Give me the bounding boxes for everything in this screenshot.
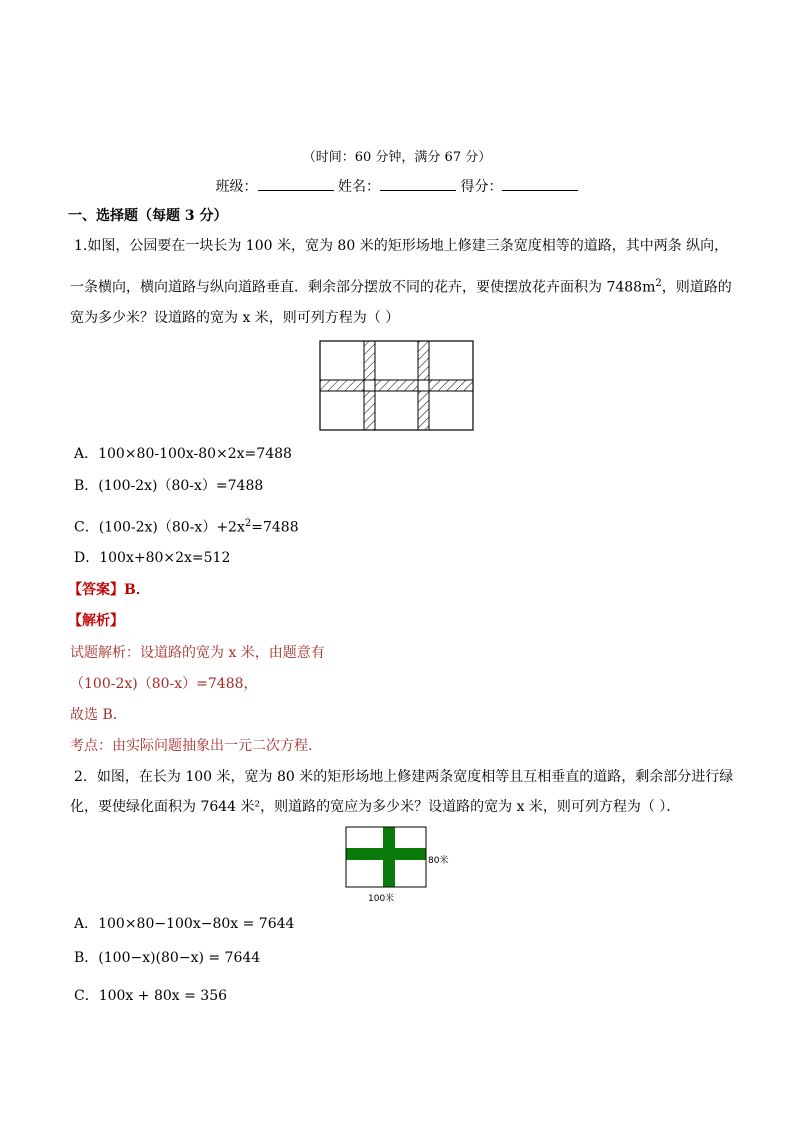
intersection-right (419, 381, 429, 391)
q1-option-c (74, 514, 299, 538)
q1-option-d: D．100x+80×2x=512 (74, 550, 231, 566)
length-label: 100米 (368, 894, 395, 904)
name-blank[interactable] (380, 178, 456, 191)
green-horizontal-road (346, 848, 426, 860)
q1-line2 (70, 274, 732, 298)
q1-option-a: A．100×80-100x-80×2x=7488 (74, 446, 292, 462)
q2-option-a: A．100×80−100x−80x = 7644 (74, 916, 295, 932)
q1-line3: 宽为多少米？设道路的宽为 x 米，则可列方程为（ ） (70, 310, 400, 326)
q2-option-b: B．(100−x)(80−x) = 7644 (74, 950, 261, 966)
class-label: 班级： (215, 179, 258, 195)
q1-option-c-text-a: C．(100-2x)（80-x）+2x (74, 519, 245, 536)
q1-analysis-line2: （100-2x)（80-x）=7488， (70, 676, 258, 692)
q2-line1: 2．如图，在长为 100 米，宽为 80 米的矩形场地上修建两条宽度相等且互相垂直的道路，剩余部分进行绿 (74, 769, 734, 785)
q1-option-c-text-b: =7488 (251, 519, 299, 536)
q2-option-c: C．100x + 80x = 356 (74, 988, 228, 1004)
name-label: 姓名： (338, 179, 380, 195)
class-blank[interactable] (258, 178, 334, 191)
student-info-line (0, 176, 794, 196)
q1-analysis-line1: 试题解析：设道路的宽为 x 米，由题意有 (70, 645, 325, 661)
q1-option-b: B．(100-2x)（80-x）=7488 (74, 478, 264, 494)
width-label: 80米 (428, 856, 449, 866)
q2-line2: 化，要使绿化面积为 7644 米²，则道路的宽应为多少米？设道路的宽为 x 米，则可列方程为（ ）． (70, 799, 681, 815)
intersection-left (365, 381, 375, 391)
horizontal-road (320, 380, 473, 391)
score-blank[interactable] (502, 178, 578, 191)
q1-kaodian: 考点：由实际问题抽象出一元二次方程． (70, 738, 322, 754)
q1-analysis-line3: 故选 B． (70, 707, 127, 723)
q1-figure (319, 340, 475, 432)
q1-line2-sup: 2 (655, 278, 662, 289)
q1-answer: 【答案】B． (68, 582, 150, 598)
section-title: 一、选择题（每题 3 分） (68, 208, 228, 224)
score-label: 得分： (460, 179, 503, 195)
q1-line2-text-a: 一条横向，横向道路与纵向道路垂直．剩余部分摆放不同的花卉，要使摆放花卉面积为 7488m (70, 279, 656, 296)
q1-analysis-title: 【解析】 (68, 613, 124, 629)
q1-option-c-sup: 2 (244, 518, 252, 529)
q1-line2-text-b: ，则道路的 (661, 279, 732, 296)
q2-figure (344, 826, 456, 906)
q1-line1: 1.如图，公园要在一块长为 100 米，宽为 80 米的矩形场地上修建三条宽度相等的道路，其中两条 纵向， (74, 238, 729, 254)
time-score-line: （时间：60 分钟，满分 67 分） (302, 150, 492, 165)
